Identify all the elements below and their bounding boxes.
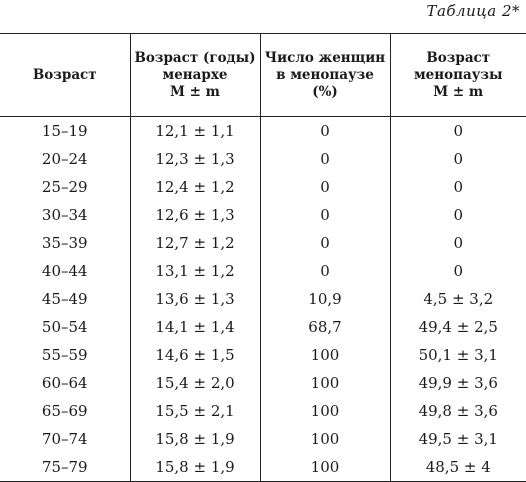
header-age-line: Возраст [32,66,97,83]
table-row [0,117,526,146]
cell-menopause-percent: 100 [260,425,390,453]
cell-menopause-age: 49,5 ± 3,1 [390,425,526,453]
cell-menopause-percent: 68,7 [260,313,390,341]
table-row [0,201,526,229]
cell-menarche-age: 12,7 ± 1,2 [130,229,260,257]
cell-menarche-age: 13,1 ± 1,2 [130,257,260,285]
cell-menarche-age: 14,6 ± 1,5 [130,341,260,369]
cell-age-group: 50–54 [41,318,88,336]
table-body [0,117,526,482]
header-menopause-age-line-2: менопаузы [413,66,503,83]
cell-menarche-age: 13,6 ± 1,3 [130,285,260,313]
cell-menopause-percent: 100 [260,341,390,369]
header-menopause-count [260,34,390,117]
cell-age-group: 65–69 [41,402,88,420]
cell-menarche-age: 12,3 ± 1,3 [130,145,260,173]
table-row [0,257,526,285]
cell-age-group: 55–59 [41,346,88,364]
header-menarche-age [130,34,260,117]
cell-age-group: 70–74 [41,430,88,448]
data-table [0,33,526,482]
table-row [0,173,526,201]
header-menarche-line-2: менархе [162,66,228,83]
header-menopause-age-line-3: M ± m [433,83,484,100]
cell-menopause-age: 0 [390,117,526,146]
cell-age-group: 20–24 [41,150,88,168]
cell-menarche-age: 15,5 ± 2,1 [130,397,260,425]
table-row [0,313,526,341]
cell-age-group: 25–29 [41,178,88,196]
cell-menopause-percent: 10,9 [260,285,390,313]
header-menopause-count-line-2: в менопаузе [276,66,374,83]
cell-menopause-age: 48,5 ± 4 [390,453,526,482]
table-row [0,145,526,173]
cell-menopause-percent: 0 [260,201,390,229]
cell-menopause-age: 50,1 ± 3,1 [390,341,526,369]
cell-menopause-age: 0 [390,229,526,257]
cell-menarche-age: 12,4 ± 1,2 [130,173,260,201]
table-row [0,285,526,313]
table-row [0,453,526,482]
cell-age-group: 30–34 [41,206,88,224]
cell-menopause-age: 49,8 ± 3,6 [390,397,526,425]
cell-age-group: 35–39 [41,234,88,252]
cell-menopause-percent: 0 [260,229,390,257]
cell-menopause-percent: 100 [260,453,390,482]
cell-menarche-age: 12,1 ± 1,1 [130,117,260,146]
cell-age-group: 75–79 [0,453,130,482]
cell-menopause-age: 0 [390,173,526,201]
table-row [0,369,526,397]
cell-age-group: 45–49 [41,290,88,308]
table-row [0,425,526,453]
cell-menopause-percent: 100 [260,369,390,397]
cell-menarche-age: 14,1 ± 1,4 [130,313,260,341]
table-row [0,397,526,425]
header-row [0,34,526,117]
header-menopause-count-line-1: Число женщин [264,49,386,66]
cell-menarche-age: 12,6 ± 1,3 [130,201,260,229]
cell-menopause-age: 0 [390,145,526,173]
cell-menopause-age: 49,4 ± 2,5 [390,313,526,341]
cell-menarche-age: 15,8 ± 1,9 [130,425,260,453]
cell-age-group: 15–19 [41,122,88,140]
cell-menarche-age: 15,4 ± 2,0 [130,369,260,397]
header-menarche-line-3: M ± m [170,83,220,100]
cell-menopause-percent: 0 [260,257,390,285]
table-row [0,341,526,369]
table-header [0,34,526,117]
table-caption: Таблица 2* [426,2,520,20]
header-menopause-age-line-1: Возраст [426,49,491,66]
cell-menopause-percent: 0 [260,173,390,201]
cell-age-group: 40–44 [41,262,88,280]
header-menarche-line-1: Возраст (годы) [134,49,256,66]
cell-menopause-age: 49,9 ± 3,6 [390,369,526,397]
header-menopause-count-line-3: (%) [312,83,338,100]
header-age [0,34,130,117]
cell-menopause-percent: 100 [260,397,390,425]
cell-menopause-age: 4,5 ± 3,2 [390,285,526,313]
cell-menopause-percent: 0 [260,145,390,173]
cell-menopause-age: 0 [390,257,526,285]
cell-menopause-age: 0 [390,201,526,229]
cell-age-group: 60–64 [41,374,88,392]
table-row [0,229,526,257]
cell-menopause-percent: 0 [260,117,390,146]
header-menopause-age [390,34,526,117]
cell-menarche-age: 15,8 ± 1,9 [130,453,260,482]
